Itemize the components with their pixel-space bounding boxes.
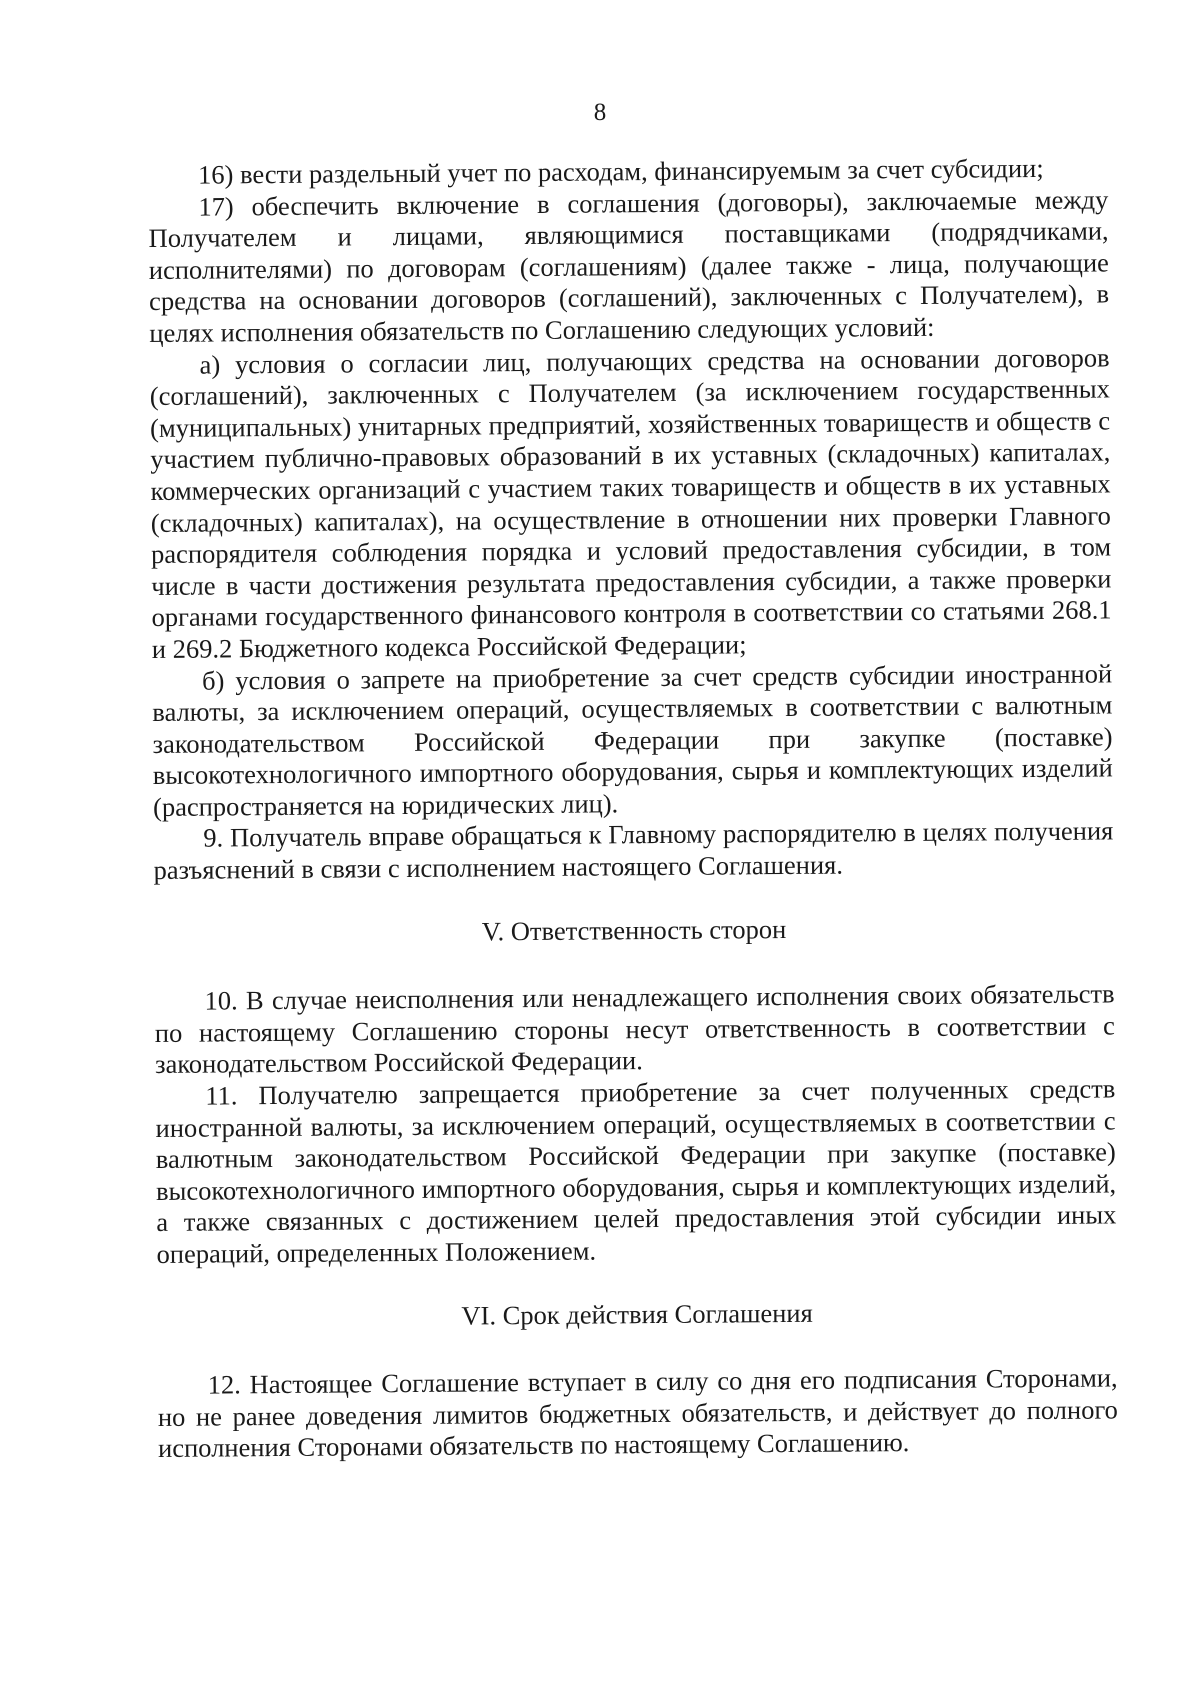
page-number: 8 bbox=[593, 99, 607, 126]
paragraph-clause-10: 10. В случае неисполнения или ненадлежащего исполнения своих обязательств по настоящему Соглашению стороны несут ответственность в соответствии с законодательством Российской Федерации. bbox=[154, 978, 1115, 1080]
paragraph-clause-11: 11. Получателю запрещается приобретение за счет полученных средств иностранной валюты, за исключением операций, осуществляемых в соответствии с валютным законодательством Российской Федерации при закупке (поставке) высокотехнологичного импортного оборудования, сырья и комплектующих изделий, а также связанных с достижением целей предоставления этой субсидии иных операций, определенных Положением. bbox=[155, 1073, 1117, 1269]
paragraph-item-17: 17) обеспечить включение в соглашения (договоры), заключаемые между Получателем и лицами, являющимися поставщиками (подрядчиками, исполнителями) по договорам (соглашениям) (далее также - лица, получающие средства на основании договоров (соглашений), заключенных с Получателем), в целях исполнения обязательств по Соглашению следующих условий: bbox=[148, 184, 1110, 348]
section-heading-vi: VI. Срок действия Соглашения bbox=[461, 1297, 813, 1331]
paragraph-clause-9: 9. Получатель вправе обращаться к Главному распорядителю в целях получения разъяснений в связи с исполнением настоящего Соглашения. bbox=[153, 815, 1114, 886]
section-heading-v: V. Ответственность сторон bbox=[481, 913, 787, 947]
document-body bbox=[148, 152, 1118, 1464]
paragraph-item-16: 16) вести раздельный учет по расходам, финансируемым за счет субсидии; bbox=[197, 152, 1044, 190]
paragraph-clause-12: 12. Настоящее Соглашение вступает в силу со дня его подписания Сторонами, но не ранее доведения лимитов бюджетных обязательств, и действует до полного исполнения Сторонами обязательств по настоящему Соглашению. bbox=[157, 1362, 1118, 1464]
paragraph-subitem-b: б) условия о запрете на приобретение за счет средств субсидии иностранной валюты, за исключением операций, осуществляемых в соответствии с валютным законодательством Российской Федерации при закупке (поставке) высокотехнологичного импортного оборудования, сырья и комплектующих изделий (распространяется на юридических лиц). bbox=[152, 657, 1113, 822]
paragraph-subitem-a: а) условия о согласии лиц, получающих средства на основании договоров (соглашений), заключенных с Получателем (за исключением государственных (муниципальных) унитарных предприятий, хозяйственных товариществ и обществ с участием публично-правовых образований в их уставных (складочных) капиталах, коммерческих организаций с участием таких товариществ и обществ в их уставных (складочных) капиталах), на осуществление в отношении них проверки Главного распорядителя соблюдения порядка и условий предоставления субсидии, в том числе в части достижения результата предоставления субсидии, а также проверки органами государственного финансового контроля в соответствии со статьями 268.1 и 269.2 Бюджетного кодекса Российской Федерации; bbox=[149, 342, 1112, 664]
